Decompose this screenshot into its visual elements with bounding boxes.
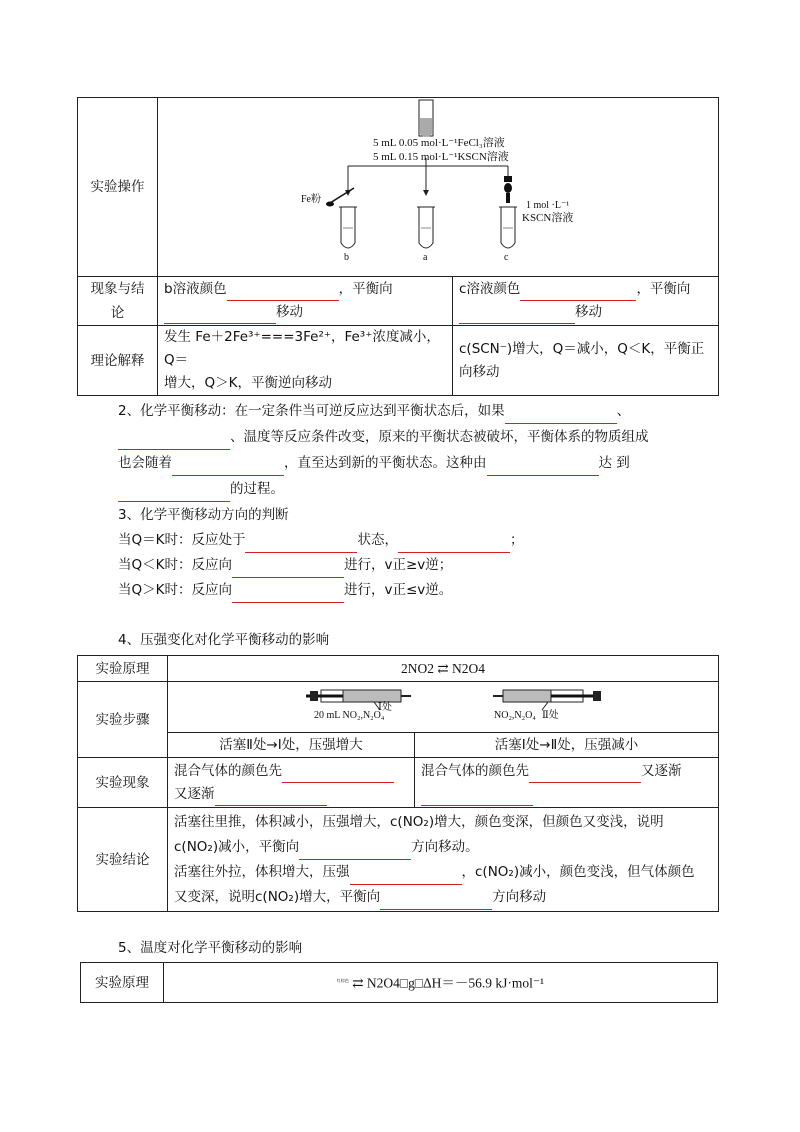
sec3-r1-text-b: 状态，	[357, 532, 398, 548]
sec3-r3-text-b: 进行，v正≤v逆。	[343, 582, 453, 598]
sec5-title: 5、温度对化学平衡移动的影响	[118, 940, 303, 956]
tiny-label: 红棕色	[336, 978, 349, 984]
blank-sec3-3[interactable]	[232, 561, 344, 578]
table-temperature	[80, 962, 718, 1003]
sec3-r3-text-a: 当Q＞K时：反应向	[118, 582, 232, 598]
b-move-text: 移动	[276, 304, 303, 320]
row-label-phenomenon: 现象与结论	[78, 277, 158, 326]
c-theory-line1: c(SCN⁻)增大，Q＝减小，Q＜K，平衡正	[459, 340, 705, 357]
blank-phen-left-2[interactable]	[215, 789, 327, 806]
fig-fe-label: Fe粉	[301, 194, 321, 205]
sec2-line2	[118, 424, 649, 450]
sec2-line1	[118, 398, 630, 424]
fig-b: b	[344, 252, 349, 263]
temp-principle-text: ⇄ N2O4□g□ΔH＝－56.9 kJ·mol⁻¹	[352, 975, 545, 991]
phen-expand	[415, 758, 719, 808]
sec2-text-d: 也会随着	[118, 455, 172, 471]
concl-line4-b: 方向移动	[492, 888, 547, 905]
sec3-rule1	[118, 527, 523, 553]
blank-phen-right-1[interactable]	[529, 766, 641, 783]
label-principle: 实验原理	[78, 656, 168, 682]
b-phenomenon	[158, 277, 453, 326]
fig-right1: 1 mol ·L⁻¹	[526, 200, 570, 211]
syringe-left-label: 20 mL NO₂,N₂O₄	[314, 710, 385, 721]
sec3-rule3	[118, 577, 452, 603]
fig-line1: 5 mL 0.05 mol·L⁻¹FeCl₃溶液	[373, 137, 505, 149]
blank-phen-left-1[interactable]	[282, 766, 394, 783]
blank-c-direction[interactable]	[459, 307, 575, 324]
b-shift-text: ，平衡向	[338, 281, 393, 297]
sec2-line4	[118, 476, 284, 502]
blank-sec3-2[interactable]	[398, 536, 510, 553]
sec2-text-b: 、	[616, 403, 631, 419]
blank-concl-2[interactable]	[350, 868, 462, 885]
table-fe-scn	[77, 97, 719, 396]
fig-line2: 5 mL 0.15 mol·L⁻¹KSCN溶液	[373, 151, 509, 163]
syringe-left-mark: Ⅰ处	[378, 702, 392, 713]
c-theory-line2: 向移动	[459, 363, 500, 380]
b-color-text: b溶液颜色	[164, 281, 227, 297]
blank-phen-right-2[interactable]	[421, 789, 533, 806]
c-move-text: 移动	[575, 304, 602, 320]
fig-a: a	[423, 252, 428, 263]
concl-line4-a: 又变深，说明c(NO₂)增大，平衡向	[174, 888, 381, 905]
sec2-text-f: 达 到	[598, 455, 630, 471]
sec3-title: 3、化学平衡移动方向的判断	[118, 507, 289, 523]
phen-right-text-b: 又逐渐	[641, 762, 682, 779]
test-tube-figure	[158, 98, 718, 276]
blank-concl-1[interactable]	[299, 843, 411, 860]
syringe-right-label: NO₂,N₂O₄	[494, 710, 536, 721]
c-theory	[453, 326, 719, 396]
row-label-operation: 实验操作	[78, 98, 158, 277]
concl-line2-a: c(NO₂)减小，平衡向	[174, 838, 300, 855]
row-label-theory: 理论解释	[78, 326, 158, 396]
b-theory	[158, 326, 453, 396]
blank-sec2-4[interactable]	[487, 459, 599, 476]
sec4-title: 4、压强变化对化学平衡移动的影响	[118, 632, 330, 648]
phen-right-text-a: 混合气体的颜色先	[421, 762, 529, 779]
blank-sec2-2[interactable]	[118, 433, 230, 450]
blank-sec2-5[interactable]	[118, 485, 230, 502]
phen-left-text-b: 又逐渐	[174, 785, 215, 802]
sec3-r2-text-a: 当Q＜K时：反应向	[118, 557, 232, 573]
step-compress: 活塞Ⅱ处→Ⅰ处，压强增大	[168, 733, 415, 758]
label-conclusion: 实验结论	[78, 808, 168, 912]
table-pressure	[77, 655, 719, 912]
pressure-principle: 2NO2 ⇄ N2O4	[168, 656, 719, 682]
phen-left-text-a: 混合气体的颜色先	[174, 762, 282, 779]
sec3-r2-text-b: 进行，v正≥v逆；	[343, 557, 453, 573]
concl-line1: 活塞往里推，体积减小，压强增大，c(NO₂)增大，颜色变深，但颜色又变浅，说明	[174, 813, 664, 830]
blank-concl-3[interactable]	[380, 893, 492, 910]
blank-sec2-1[interactable]	[505, 407, 617, 424]
sec3-r1-text-a: 当Q＝K时：反应处于	[118, 532, 246, 548]
phen-compress	[168, 758, 415, 808]
c-color-text: c溶液颜色	[459, 281, 521, 297]
fig-right2: KSCN溶液	[522, 212, 574, 224]
conclusion-text	[168, 808, 719, 912]
blank-sec3-4[interactable]	[232, 586, 344, 603]
sec3-r1-text-c: ；	[509, 532, 524, 548]
c-phenomenon	[453, 277, 719, 326]
c-shift-text: ，平衡向	[636, 281, 691, 297]
sec3-rule2	[118, 552, 452, 578]
syringe-right-mark: Ⅱ处	[542, 710, 559, 721]
blank-b-color[interactable]	[227, 284, 339, 301]
b-theory-line2: 增大，Q＞K，平衡逆向移动	[164, 375, 332, 391]
sec2-text-a: 2、化学平衡移动：在一定条件当可逆反应达到平衡状态后，如果	[118, 403, 505, 419]
step-expand: 活塞Ⅰ处→Ⅱ处，压强减小	[415, 733, 719, 758]
temp-principle	[164, 963, 718, 1003]
blank-c-color[interactable]	[520, 284, 636, 301]
label-phenomenon: 实验现象	[78, 758, 168, 808]
operation-figure-cell	[158, 98, 719, 277]
blank-sec3-1[interactable]	[245, 536, 357, 553]
blank-sec2-3[interactable]	[172, 459, 284, 476]
label-steps: 实验步骤	[78, 682, 168, 758]
syringe-icons	[168, 682, 718, 732]
sec2-line3	[118, 450, 630, 476]
concl-line3-a: 活塞往外拉，体积增大，压强	[174, 863, 350, 880]
blank-b-direction[interactable]	[164, 307, 276, 324]
sec2-text-c: 、温度等反应条件改变，原来的平衡状态被破坏，平衡体系的物质组成	[230, 429, 649, 445]
concl-line3-b: ，c(NO₂)减小，颜色变浅，但气体颜色	[461, 863, 695, 880]
label-temp-principle: 实验原理	[81, 963, 164, 1003]
sec2-text-g: 的过程。	[230, 481, 284, 497]
concl-line2-b: 方向移动。	[411, 838, 479, 855]
syringe-figures	[168, 682, 719, 733]
b-theory-line1: 发生 Fe＋2Fe³⁺===3Fe²⁺，Fe³⁺浓度减小，Q＝	[164, 329, 440, 368]
sec2-text-e: ，直至达到新的平衡状态。这种由	[284, 455, 487, 471]
fig-c: c	[504, 252, 509, 263]
